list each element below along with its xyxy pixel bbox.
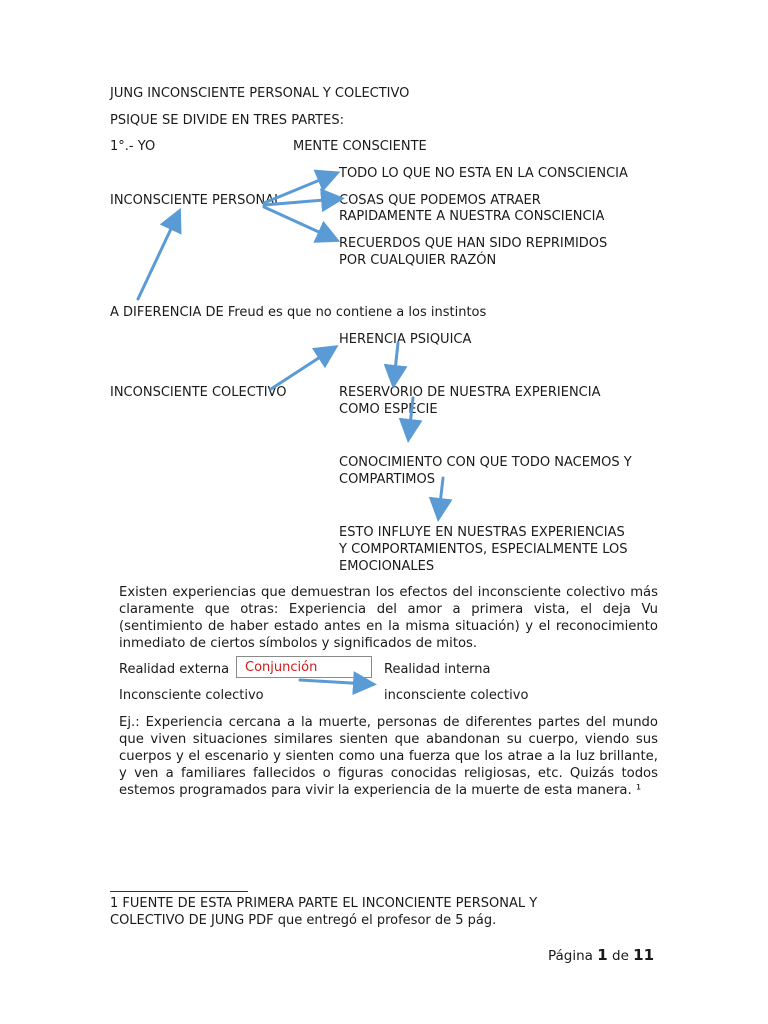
arrow-to-recuerdos	[264, 207, 332, 238]
colectivo-item-1: HERENCIA PSIQUICA	[339, 332, 472, 347]
realidad-interna: Realidad interna	[384, 662, 491, 677]
arrow-conjuncion	[300, 680, 368, 684]
page-word: Página	[548, 948, 593, 964]
yo-line: 1°.- YO	[110, 139, 156, 154]
page-total: 11	[633, 946, 655, 964]
realidad-externa: Realidad externa	[119, 662, 230, 677]
heading: JUNG INCONSCIENTE PERSONAL Y COLECTIVO	[110, 86, 410, 101]
personal-item-2-line-1: COSAS QUE PODEMOS ATRAER	[339, 193, 541, 208]
personal-item-2-line-2: RAPIDAMENTE A NUESTRA CONSCIENCIA	[339, 209, 605, 224]
arrow-reservorio-to-conocimiento	[409, 398, 413, 434]
colectivo-item-4-line-3: EMOCIONALES	[339, 559, 435, 574]
colectivo-label: INCONSCIENTE COLECTIVO	[110, 385, 287, 400]
personal-item-3-line-2: POR CUALQUIER RAZÓN	[339, 253, 497, 268]
page-of: de	[612, 948, 629, 964]
personal-label: INCONSCIENTE PERSONAL	[110, 193, 282, 208]
conjuncion-label: Conjunción	[245, 660, 318, 675]
arrow-herencia-to-reservorio	[394, 343, 398, 380]
personal-item-3-line-1: RECUERDOS QUE HAN SIDO REPRIMIDOS	[339, 236, 608, 251]
footnote-line-1: 1 FUENTE DE ESTA PRIMERA PARTE EL INCONCIENTE PERSONAL Y	[110, 896, 538, 911]
colectivo-item-4-line-2: Y COMPORTAMIENTOS, ESPECIALMENTE LOS	[339, 542, 628, 557]
inconsciente-colectivo-left: Inconsciente colectivo	[119, 688, 264, 703]
colectivo-item-3-line-1: CONOCIMIENTO CON QUE TODO NACEMOS Y	[339, 455, 632, 470]
colectivo-item-3-line-2: COMPARTIMOS	[339, 472, 435, 487]
paragraph-experiencias: Existen experiencias que demuestran los efectos del inconsciente colectivo más claramente que otras: Experiencia del amor a primera vista, el deja Vu (sentimiento de haber estado antes en la misma situación) y el reconocimiento inmediato de ciertos símbolos y significados de mitos.	[119, 585, 658, 651]
colectivo-item-2-line-1: RESERVORIO DE NUESTRA EXPERIENCIA	[339, 385, 601, 400]
psique-line: PSIQUE SE DIVIDE EN TRES PARTES:	[110, 113, 344, 128]
colectivo-item-4-line-1: ESTO INFLUYE EN NUESTRAS EXPERIENCIAS	[339, 525, 625, 540]
personal-item-1: TODO LO QUE NO ESTA EN LA CONSCIENCIA	[339, 166, 628, 181]
paragraph-ejemplo: Ej.: Experiencia cercana a la muerte, personas de diferentes partes del mundo que viven situaciones similares sienten que abandonan su cuerpo, viendo sus cuerpos y el escenario y sienten como una fuerza que los atrae a la luz brillante, y ven a familiares fallecidos o figuras conocidas religiosas, etc. Quizás todos estemos programados para vivir la experiencia de la muerte de esta manera. ¹	[119, 715, 658, 798]
mente-consciente: MENTE CONSCIENTE	[293, 139, 427, 154]
colectivo-item-2-line-2: COMO ESPECIE	[339, 402, 438, 417]
arrow-to-herencia	[271, 350, 331, 389]
inconsciente-colectivo-right: inconsciente colectivo	[384, 688, 529, 703]
arrow-conocimiento-to-esto	[439, 478, 443, 513]
freud-line: A DIFERENCIA DE Freud es que no contiene a los instintos	[110, 305, 487, 320]
page-current: 1	[597, 946, 608, 964]
footnote-line-2: COLECTIVO DE JUNG PDF que entregó el profesor de 5 pág.	[110, 913, 497, 928]
arrow-up-to-personal	[138, 216, 177, 299]
